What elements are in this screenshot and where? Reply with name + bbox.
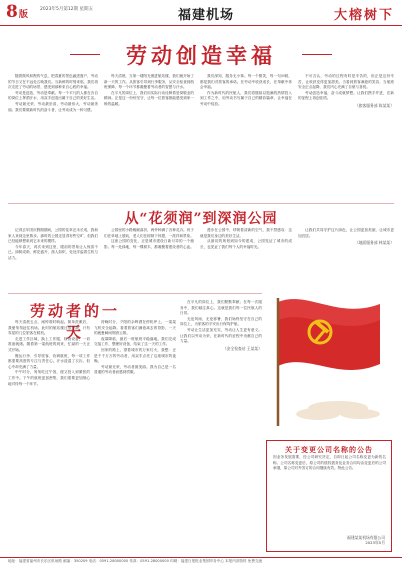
article-1-col-2: 每天清晨，当第一缕阳光照进航站楼，我们就开始了新一天的工作。从旅客引导到行李服务，从安全检查到航班保障，每一个环节都凝聚着劳动者的智慧与汗水。 在平凡的岗位上，我们用实际行动诠释着爱岗敬业的精神。正是这一份份坚守，让每一位旅客都能感受到家一般的温暖。 bbox=[104, 74, 194, 106]
page-footer: 地址：福建省福州市长乐区机场路 邮编：350209 电话：0591-28000000 传真：0591-28000000 印刷：福建日报报业集团印务中心 本报内部资料 免费交流 bbox=[0, 557, 402, 565]
article-1-col-3: 我们深知，服务无小事。每一个微笑，每一句问候，都是我们对旅客的承诺。在劳动中收获成长，在奉献中体会幸福。 作为新时代的民航人，我们将继续以饱满的热情投入到工作之中，用劳动书写属于自己的精彩篇章，让幸福在劳动中绽放。 bbox=[200, 74, 292, 106]
notice-title: 关于变更公司名称的公告 bbox=[285, 445, 373, 454]
article-2-col-2: 公园里的小路蜿蜒曲折，两旁种满了各种花卉。孩子们在草地上嬉戏，老人们在树荫下休憩，一派祥和景象。 这座公园的变化，正是城市建设日新月异的一个缩影。每一处绿地，每一棵树木，都凝聚着建设者的心血。 bbox=[104, 228, 194, 249]
page-number: 8版 bbox=[6, 2, 28, 22]
article-3-col-1: 每天清晨五点，闹钟准时响起。简单洗漱后，我便匆匆赶往机场。此时的航站楼还很安静，只有零星的几位旅客在候机。 走进工作区域，换上工作服，检查设备，一切准备就绪。随着第一架航班的到来，忙碌的一天正式开始。 搬运行李、引导旅客、协调航班，每一项工作都需要高度的专注与责任心。汗水浸湿了衣衫，但心中却充满了力量。 中午时分，匆匆吃过午饭，便又投入到紧张的工作中。下午的航班更加密集，我们需要更加细心地对待每一个环节。 bbox=[8, 320, 90, 386]
article-2-col-4: 让我们共同守护这片绿色，让公园更加美丽，让城市更加宜居。 （地面服务部 林某某） bbox=[298, 228, 394, 246]
article-2-author: （地面服务部 林某某） bbox=[354, 240, 394, 246]
article-2-col-1: 记得去年国庆假期期间，公园的花草还未长成，我和家人来到这里散步。那时的公园还显得有些空旷，但我们已经能够想象到它未来的模样。 今年春天，再次来到这里，眼前的景象让人惊喜不已。绿树成荫，鲜花盛开，游人如织，处处洋溢着生机与活力。 bbox=[8, 228, 98, 260]
article-1-col-1: 随着微风和煦的气息，把春夏的景色融进窗户，劳动的节日又在不远处召唤我们。当新鲜的时刻来临，我们再次走进了劳动的场景，感受到那种来自心底的幸福。 劳动是创造，劳动是奉献。每一个平凡的人都在各自的岗位上挥洒汗水，用双手创造出属于自己的美好生活。 劳动最光荣，劳动最崇高，劳动最伟大，劳动最美丽。我们要做新时代的奋斗者，让劳动成为一种习惯。 bbox=[8, 74, 98, 112]
paper-name: 福建机场 bbox=[178, 8, 235, 23]
article-1-author: （旅客服务部 陈某某） bbox=[354, 102, 394, 108]
section-divider-1 bbox=[8, 203, 394, 204]
notice-date: 2023年5月 bbox=[365, 540, 385, 545]
section-name: 大榕树下 bbox=[333, 8, 394, 23]
section-divider-2 bbox=[8, 293, 262, 294]
headline-deco-left bbox=[70, 54, 100, 55]
article-3-author: （安全检查站 王某某） bbox=[222, 345, 262, 351]
issue-date: 2023年5月第12期 星期五 bbox=[40, 7, 93, 12]
headline-labor-happiness: 劳动创造幸福 bbox=[126, 43, 276, 68]
red-flag-illustration bbox=[268, 290, 388, 430]
headline-green-park: 从“花须润”到深润公园 bbox=[124, 211, 278, 227]
masthead bbox=[0, 0, 402, 26]
article-3-col-2: 傍晚时分，夕阳的余晖洒在停机坪上，一架架飞机安全起降。看着旅客们满意离去的背影，一天的疲惫瞬间烟消云散。 夜幕降临，最后一班航班平稳落地。我们完成交接工作，整理好设备，结束了这一天的工作。 回家的路上，望着城市的万家灯火，我想：正是千千万万的劳动者，用双手点亮了这座城市的夜晚。 劳动最光荣，劳动者最美丽。我为自己是一名普通的劳动者而感到骄傲。 bbox=[94, 320, 176, 375]
article-1-col-4: 不可否认，劳动的过程有时是辛苦的，但正是这份辛苦，让收获变得更加甜美。当看到旅客满意的笑容，当航班安全正点起降，我们内心充满了自豪与喜悦。 劳动创造幸福，奋斗成就梦想。让我们携手并进，在新的征程上再创佳绩。 （旅客服务部 陈某某） bbox=[298, 74, 394, 108]
article-2-col-3: 漫步在公园中，呼吸着清新的空气，我不禁感叹：这就是我们身边的美好生活。 从最初的规划到如今的建成，公园见证了城市的成长，也见证了我们每个人的幸福时光。 bbox=[200, 228, 292, 249]
article-3-col-3: 在平凡的岗位上，我们默默奉献；在每一次服务中，我们倾注真心。这就是我们每一位民航人的日常。 无论风雨，无论寒暑，我们始终坚守在自己的岗位上，为旅客的平安出行保驾护航。 劳动让生活更加充实，劳动让人生更有意义。让我们以劳动为荣，在新时代的征程中贡献自己的力量。 （安全检查站 王某某） bbox=[180, 300, 262, 351]
notice-body: 因业务发展需要，经公司研究决定，自即日起公司名称变更为新的名称。公司名称变更后，原公司的债权债务及业务合同均由变更后的公司承继，原公司对外签订的合同继续有效。特此公告。 bbox=[273, 455, 386, 471]
company-name-change-notice bbox=[266, 440, 392, 552]
cloud-decoration bbox=[296, 401, 380, 420]
headline-labor-beauty: 劳动者的一天 bbox=[30, 302, 121, 341]
headline-deco-right bbox=[302, 54, 332, 55]
notice-signature bbox=[347, 535, 385, 545]
notice-signer: 福建某某机场有限公司 bbox=[347, 535, 385, 540]
